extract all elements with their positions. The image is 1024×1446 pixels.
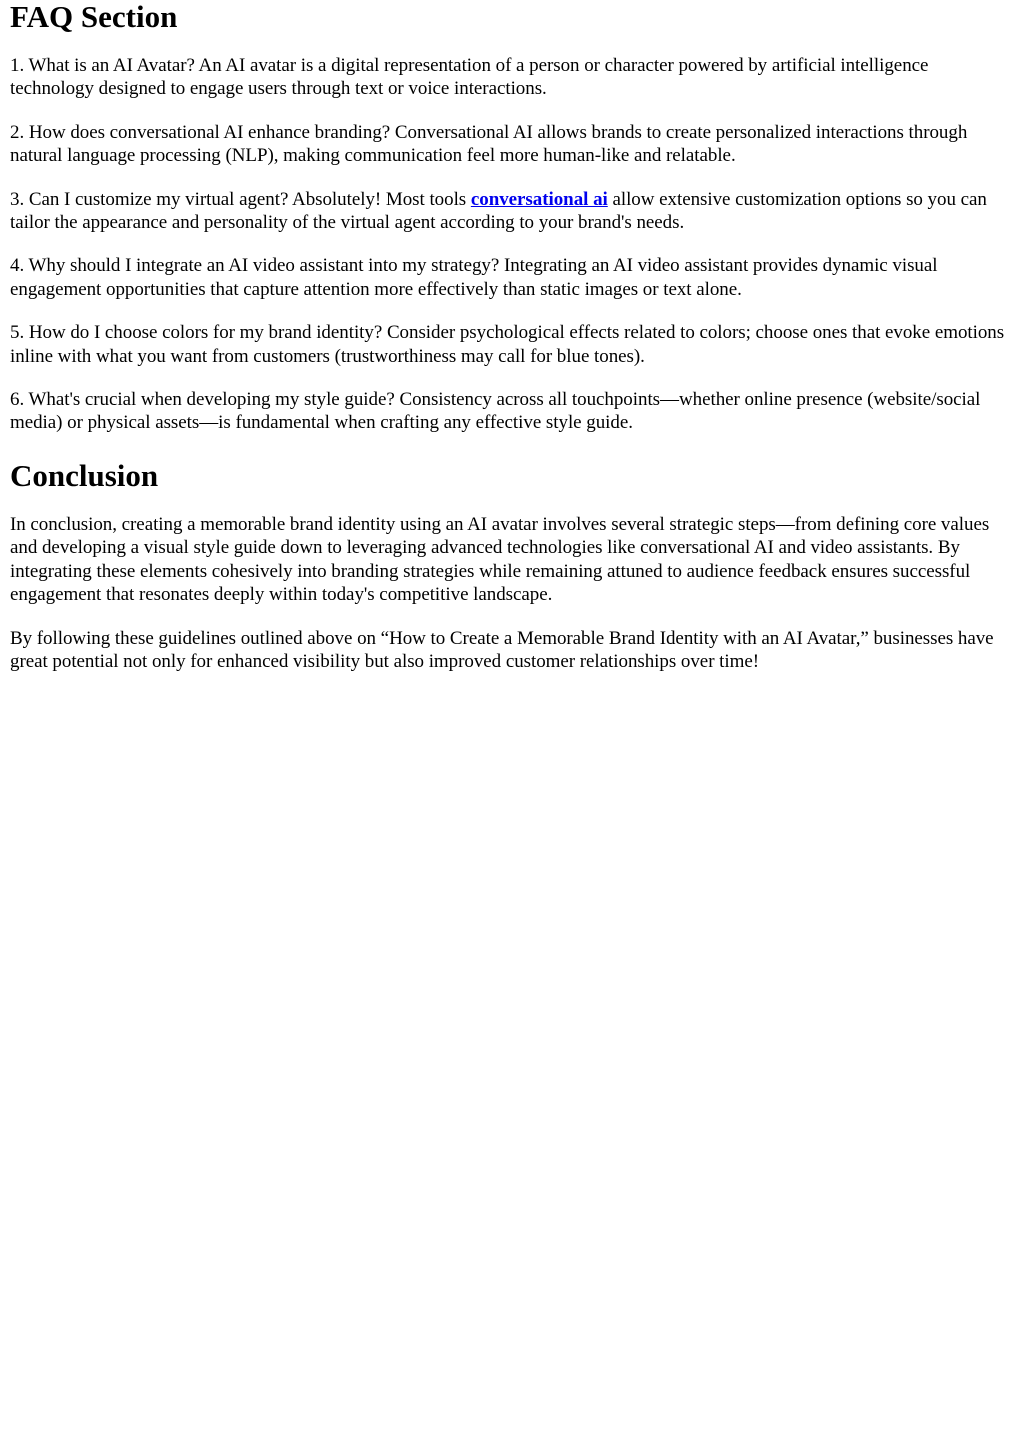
conclusion-paragraph-2: By following these guidelines outlined above on “How to Create a Memorable Brand Identity with an AI Avatar,” businesses have great potential not only for enhanced visibility but also improved customer relationships over time!	[10, 627, 994, 672]
faq-item-1: 1. What is an AI Avatar? An AI avatar is a digital representation of a person or character powered by artificial intelligence technology designed to engage users through text or voice interactions.	[10, 55, 929, 100]
conclusion-paragraph-1: In conclusion, creating a memorable brand identity using an AI avatar involves several strategic steps—from defining core values and developing a visual style guide down to leveraging advanced technologies like conversational AI and video assistants. By integrating these elements cohesively into branding strategies while remaining attuned to audience feedback ensures successful engagement that resonates deeply within today's competitive landscape.	[10, 513, 990, 606]
faq-item-2: 2. How does conversational AI enhance branding? Conversational AI allows brands to create personalized interactions through natural language processing (NLP), making communication feel more human-like and relatable.	[10, 121, 968, 167]
faq-item-3-text-after: allow extensive customization options so you can tailor the appearance and personality of the virtual agent according to your brand's needs.	[10, 188, 987, 234]
article-page	[0, 0, 1024, 673]
conversational-ai-link[interactable]: conversational ai	[470, 188, 608, 210]
faq-item-6: 6. What's crucial when developing my style guide? Consistency across all touchpoints—whether online presence (website/social media) or physical assets—is fundamental when crafting any effective style guide.	[10, 389, 981, 434]
faq-item-5: 5. How do I choose colors for my brand identity? Consider psychological effects related to colors; choose ones that evoke emotions inline with what you want from customers (trustworthiness may call for blue tones).	[10, 322, 1005, 367]
conclusion-heading: Conclusion	[10, 457, 159, 493]
faq-section-heading: FAQ Section	[10, 0, 178, 34]
faq-item-3-text-before: 3. Can I customize my virtual agent? Absolutely! Most tools	[10, 188, 471, 210]
faq-item-3	[10, 188, 1014, 235]
faq-item-4: 4. Why should I integrate an AI video assistant into my strategy? Integrating an AI video assistant provides dynamic visual engagement opportunities that capture attention more effectively than static images or text alone.	[10, 255, 938, 300]
